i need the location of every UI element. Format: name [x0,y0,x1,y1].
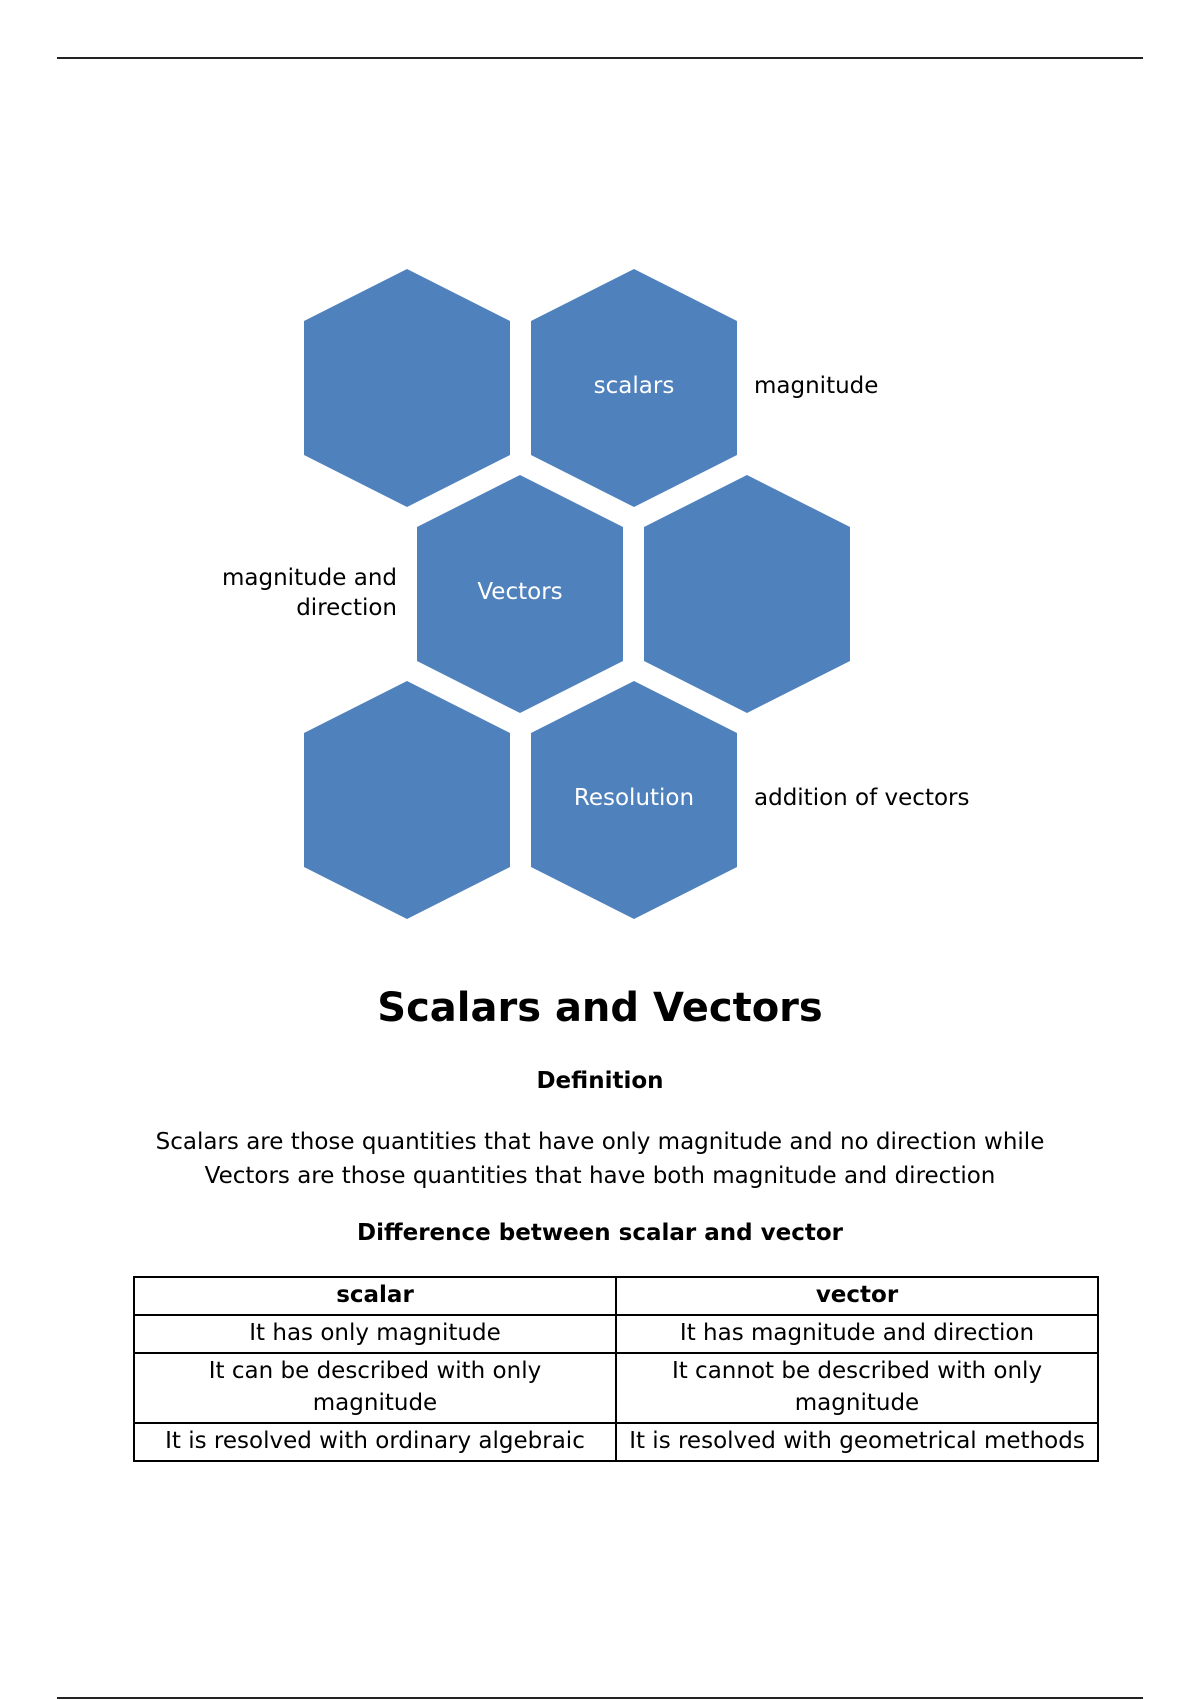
hex-resolution [531,681,737,919]
table-row [134,1423,1098,1461]
page-title: Scalars and Vectors [377,985,823,1031]
definition-line-1: Scalars are those quantities that have only magnitude and no direction while [155,1129,1045,1155]
hex-scalars [531,269,737,507]
resolution-note: addition of vectors [754,785,970,811]
comparison-table [133,1276,1099,1462]
bottom-rule [57,1697,1143,1699]
table-row [134,1353,1098,1423]
hex-resolution-label: Resolution [573,785,695,811]
table-cell: It is resolved with geometrical methods [616,1423,1098,1461]
vectors-note-line1: magnitude and [222,565,397,591]
header-scalar: scalar [134,1277,616,1315]
table-cell: It has only magnitude [134,1315,616,1353]
difference-heading: Difference between scalar and vector [357,1220,843,1246]
scalars-note: magnitude [754,373,879,399]
table-cell: It cannot be described with only magnitude [616,1353,1098,1423]
hex-scalars-label: scalars [593,373,675,399]
header-vector: vector [616,1277,1098,1315]
table-cell: It can be described with only magnitude [134,1353,616,1423]
vectors-note-line2: direction [296,595,397,621]
table-header-row [134,1277,1098,1315]
hex-bottom-left [304,681,510,919]
table-cell: It has magnitude and direction [616,1315,1098,1353]
hex-vectors-label: Vectors [477,579,563,605]
table-cell: It is resolved with ordinary algebraic [134,1423,616,1461]
definition-line-2: Vectors are those quantities that have both magnitude and direction [204,1163,996,1189]
hex-vectors [417,475,623,713]
hex-middle-right [644,475,850,713]
definition-paragraph [100,1125,1100,1193]
table-row [134,1315,1098,1353]
hex-top-left [304,269,510,507]
definition-heading: Definition [536,1068,664,1094]
